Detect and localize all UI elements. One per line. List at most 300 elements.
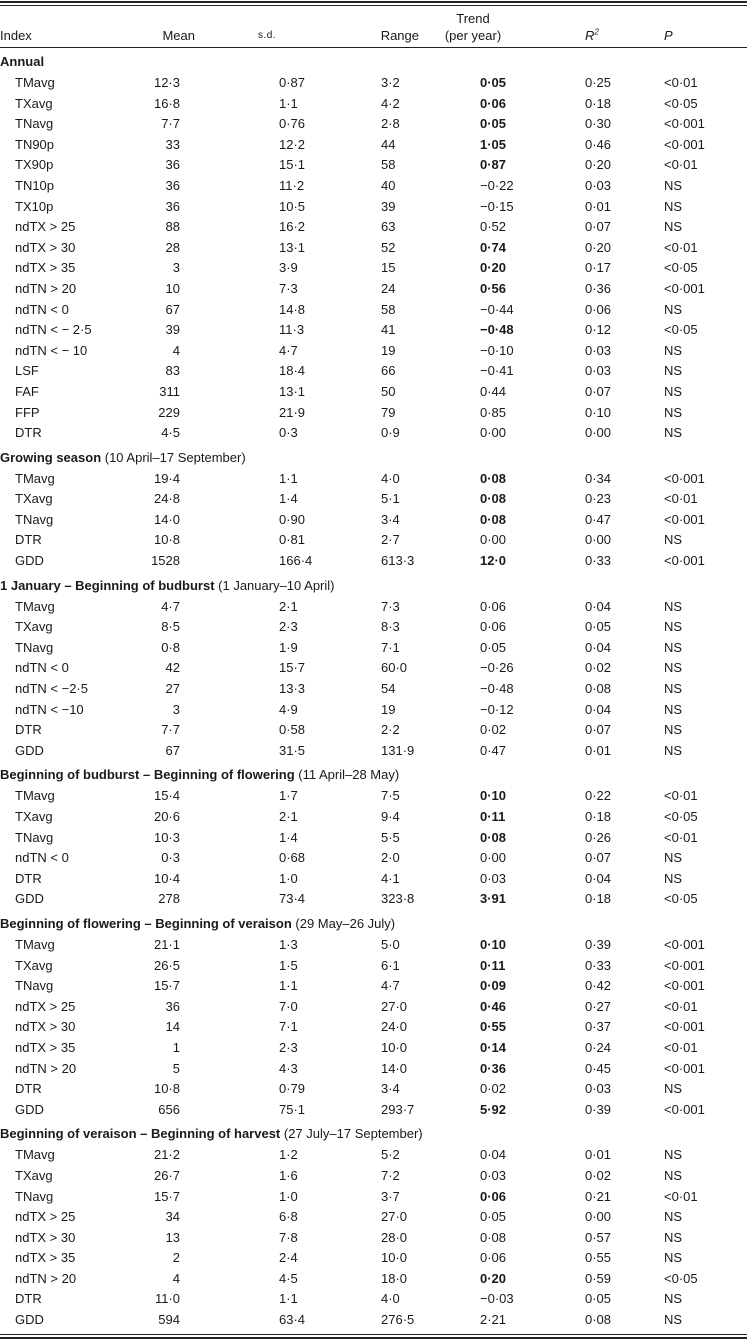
cell-r2: 0·04 xyxy=(585,701,612,717)
cell-sd: 31·5 xyxy=(279,742,306,758)
cell-index: LSF xyxy=(15,363,39,379)
header-trend-line2: (per year) xyxy=(419,27,527,48)
cell-p: NS xyxy=(664,1291,683,1307)
cell-range: 60·0 xyxy=(381,660,408,676)
cell-p: NS xyxy=(664,404,683,420)
cell-mean: 21·1 xyxy=(153,936,180,952)
cell-r2: 0·03 xyxy=(585,177,612,193)
header-index: Index xyxy=(0,27,148,48)
cell-sd: 0·58 xyxy=(279,722,306,738)
cell-range: 66 xyxy=(381,363,396,379)
table-row xyxy=(0,1017,747,1038)
cell-trend: 0·00 xyxy=(480,425,507,441)
section-header xyxy=(0,444,747,469)
cell-trend: 12·0 xyxy=(480,553,507,569)
cell-sd: 4·9 xyxy=(279,701,298,717)
cell-mean: 8·5 xyxy=(161,619,180,635)
cell-r2: 0·21 xyxy=(585,1188,612,1204)
table-row xyxy=(0,848,747,869)
cell-trend: 0·87 xyxy=(480,157,507,173)
cell-p: <0·01 xyxy=(664,829,698,845)
cell-index: TXavg xyxy=(15,809,53,824)
cell-trend: −0·22 xyxy=(480,177,514,193)
cell-range: 54 xyxy=(381,681,396,697)
cell-index: TXavg xyxy=(15,491,53,507)
cell-p: <0·05 xyxy=(664,809,698,824)
cell-range: 58 xyxy=(381,157,396,173)
cell-index: TN90p xyxy=(15,136,55,152)
cell-sd: 63·4 xyxy=(279,1312,306,1328)
table-row xyxy=(0,423,747,444)
cell-range: 79 xyxy=(381,404,396,420)
cell-r2: 0·05 xyxy=(585,1291,612,1307)
cell-r2: 0·39 xyxy=(585,1101,612,1117)
table-row xyxy=(0,217,747,238)
cell-r2: 0·02 xyxy=(585,660,612,676)
cell-range: 40 xyxy=(381,177,396,193)
table-row xyxy=(0,94,747,115)
cell-sd: 1·3 xyxy=(279,936,298,952)
cell-mean: 21·2 xyxy=(153,1147,180,1163)
cell-r2: 0·45 xyxy=(585,1060,612,1076)
cell-p: NS xyxy=(664,1229,683,1245)
cell-index: ndTN < − 10 xyxy=(15,342,88,358)
cell-r2: 0·55 xyxy=(585,1250,612,1266)
cell-r2: 0·39 xyxy=(585,936,612,952)
section-title: Beginning of flowering – Beginning of veraison xyxy=(0,915,292,931)
cell-range: 5·2 xyxy=(381,1147,400,1163)
cell-trend: −0·10 xyxy=(480,342,514,358)
table-row xyxy=(0,741,747,762)
cell-p: <0·001 xyxy=(664,1060,705,1076)
cell-range: 9·4 xyxy=(381,809,400,824)
section-title: 1 January – Beginning of budburst xyxy=(0,577,215,593)
table-row xyxy=(0,956,747,977)
section-date-range: (29 May–26 July) xyxy=(291,915,396,931)
cell-sd: 11·3 xyxy=(279,322,305,338)
cell-index: GDD xyxy=(15,742,44,758)
cell-range: 2·7 xyxy=(381,532,400,548)
cell-range: 14·0 xyxy=(381,1060,408,1076)
cell-sd: 15·1 xyxy=(279,157,306,173)
table-row xyxy=(0,935,747,956)
cell-mean: 83 xyxy=(165,363,180,379)
cell-range: 39 xyxy=(381,198,396,214)
cell-p: <0·001 xyxy=(664,116,705,132)
cell-mean: 4 xyxy=(172,342,180,358)
cell-range: 4·2 xyxy=(381,95,400,111)
cell-range: 18·0 xyxy=(381,1270,408,1286)
table-row xyxy=(0,1310,747,1331)
cell-p: NS xyxy=(664,219,683,235)
header-r2 xyxy=(527,27,636,48)
cell-index: ndTX > 25 xyxy=(15,1209,76,1225)
table-row xyxy=(0,258,747,279)
table-row xyxy=(0,638,747,659)
cell-range: 19 xyxy=(381,342,396,358)
cell-index: ndTX > 25 xyxy=(15,219,76,235)
cell-range: 293·7 xyxy=(381,1101,415,1117)
cell-mean: 16·8 xyxy=(153,95,180,111)
cell-sd: 2·1 xyxy=(279,598,298,614)
cell-sd: 75·1 xyxy=(279,1101,306,1117)
cell-range: 3·4 xyxy=(381,1081,400,1097)
cell-range: 27·0 xyxy=(381,1209,408,1225)
cell-mean: 67 xyxy=(165,742,180,758)
table-row xyxy=(0,1059,747,1080)
cell-index: TXavg xyxy=(15,1167,53,1183)
cell-index: ndTX > 30 xyxy=(15,1229,76,1245)
top-rule xyxy=(0,1,747,3)
cell-trend: −0·26 xyxy=(480,660,514,676)
cell-index: DTR xyxy=(15,1081,42,1097)
bottom-rule xyxy=(0,1337,747,1339)
header-range: Range xyxy=(326,27,419,48)
cell-mean: 26·5 xyxy=(153,957,180,973)
cell-trend: −0·48 xyxy=(480,681,514,697)
cell-sd: 13·1 xyxy=(279,239,306,255)
cell-mean: 39 xyxy=(165,322,180,338)
cell-sd: 13·1 xyxy=(279,383,306,399)
cell-sd: 1·5 xyxy=(279,957,298,973)
cell-range: 10·0 xyxy=(381,1039,408,1055)
cell-trend: −0·12 xyxy=(480,701,514,717)
cell-p: NS xyxy=(664,383,683,399)
cell-r2: 0·33 xyxy=(585,553,612,569)
cell-r2: 0·57 xyxy=(585,1229,612,1245)
cell-sd: 2·3 xyxy=(279,619,298,635)
cell-p: <0·05 xyxy=(664,891,698,907)
cell-index: ndTN < −2·5 xyxy=(15,681,88,697)
table-row xyxy=(0,889,747,910)
cell-range: 3·4 xyxy=(381,511,400,527)
cell-trend: −0·41 xyxy=(480,363,514,379)
cell-mean: 88 xyxy=(165,219,180,235)
table-row xyxy=(0,976,747,997)
cell-range: 2·2 xyxy=(381,722,400,738)
cell-range: 5·0 xyxy=(381,936,400,952)
table-header xyxy=(0,6,747,48)
cell-range: 41 xyxy=(381,322,396,338)
cell-index: DTR xyxy=(15,722,42,738)
cell-mean: 42 xyxy=(165,660,180,676)
cell-index: ndTN > 20 xyxy=(15,1060,77,1076)
cell-trend: 0·52 xyxy=(480,219,507,235)
cell-sd: 1·7 xyxy=(279,788,298,804)
cell-r2: 0·06 xyxy=(585,301,612,317)
cell-sd: 1·1 xyxy=(279,978,298,994)
cell-trend: 0·06 xyxy=(480,1250,507,1266)
cell-p: <0·01 xyxy=(664,75,698,90)
climate-index-table-container xyxy=(0,1,747,1339)
cell-p: NS xyxy=(664,1167,683,1183)
cell-trend: 0·20 xyxy=(480,1270,507,1286)
cell-index: TMavg xyxy=(15,598,55,614)
cell-index: TNavg xyxy=(15,1188,54,1204)
cell-index: GDD xyxy=(15,553,44,569)
cell-range: 27·0 xyxy=(381,998,408,1014)
cell-range: 7·3 xyxy=(381,598,400,614)
cell-r2: 0·37 xyxy=(585,1019,612,1035)
cell-mean: 656 xyxy=(158,1101,180,1117)
cell-sd: 1·0 xyxy=(279,870,298,886)
cell-trend: 0·05 xyxy=(480,639,507,655)
table-row xyxy=(0,786,747,807)
cell-trend: 0·11 xyxy=(480,809,506,824)
cell-trend: 0·44 xyxy=(480,383,507,399)
cell-p: NS xyxy=(664,532,683,548)
header-mean: Mean xyxy=(148,27,225,48)
cell-sd: 11·2 xyxy=(279,177,305,193)
cell-trend: 0·00 xyxy=(480,850,507,866)
cell-r2: 0·00 xyxy=(585,425,612,441)
cell-range: 613·3 xyxy=(381,553,415,569)
cell-p: NS xyxy=(664,342,683,358)
table-row xyxy=(0,869,747,890)
table-row xyxy=(0,300,747,321)
cell-index: TXavg xyxy=(15,957,53,973)
header-sd: s.d. xyxy=(225,27,326,48)
cell-p: NS xyxy=(664,870,683,886)
section-header xyxy=(0,910,747,935)
table-row xyxy=(0,1166,747,1187)
cell-mean: 3 xyxy=(172,260,180,276)
table-row xyxy=(0,720,747,741)
table-row xyxy=(0,1038,747,1059)
cell-mean: 4·7 xyxy=(161,598,180,614)
cell-trend: −0·15 xyxy=(480,198,514,214)
cell-index: TX90p xyxy=(15,157,54,173)
table-row xyxy=(0,700,747,721)
cell-p: NS xyxy=(664,701,683,717)
cell-mean: 4 xyxy=(172,1270,180,1286)
cell-p: <0·001 xyxy=(664,1101,705,1117)
cell-range: 4·1 xyxy=(381,870,400,886)
cell-r2: 0·36 xyxy=(585,280,612,296)
cell-sd: 1·1 xyxy=(279,470,298,486)
cell-mean: 20·6 xyxy=(153,809,180,824)
cell-p: NS xyxy=(664,1250,683,1266)
header-trend-line1: Trend xyxy=(456,11,490,26)
cell-mean: 7·7 xyxy=(161,116,180,132)
table-row xyxy=(0,1248,747,1269)
cell-sd: 10·5 xyxy=(279,198,306,214)
section-header xyxy=(0,1120,747,1145)
cell-trend: 0·02 xyxy=(480,722,507,738)
cell-r2: 0·04 xyxy=(585,639,612,655)
cell-r2: 0·00 xyxy=(585,532,612,548)
cell-index: ndTX > 35 xyxy=(15,260,76,276)
cell-range: 323·8 xyxy=(381,891,415,907)
cell-mean: 13 xyxy=(165,1229,180,1245)
cell-range: 10·0 xyxy=(381,1250,408,1266)
cell-r2: 0·33 xyxy=(585,957,612,973)
cell-sd: 0·68 xyxy=(279,850,306,866)
cell-trend: 0·20 xyxy=(480,260,507,276)
cell-range: 24 xyxy=(381,280,396,296)
cell-mean: 10·3 xyxy=(153,829,180,845)
cell-r2: 0·59 xyxy=(585,1270,612,1286)
cell-sd: 73·4 xyxy=(279,891,306,907)
header-r2-superscript: 2 xyxy=(594,27,599,37)
cell-mean: 67 xyxy=(165,301,180,317)
cell-r2: 0·18 xyxy=(585,809,612,824)
cell-r2: 0·47 xyxy=(585,511,612,527)
cell-r2: 0·34 xyxy=(585,470,612,486)
cell-sd: 7·3 xyxy=(279,280,298,296)
cell-index: TNavg xyxy=(15,116,54,132)
cell-r2: 0·00 xyxy=(585,1209,612,1225)
cell-p: <0·001 xyxy=(664,957,705,973)
cell-p: NS xyxy=(664,1312,683,1328)
cell-mean: 36 xyxy=(165,198,180,214)
cell-index: ndTX > 30 xyxy=(15,239,76,255)
cell-trend: −0·44 xyxy=(480,301,514,317)
cell-mean: 311 xyxy=(159,383,180,399)
cell-r2: 0·42 xyxy=(585,978,612,994)
cell-sd: 1·6 xyxy=(279,1167,298,1183)
cell-p: <0·01 xyxy=(664,491,698,507)
cell-range: 3·7 xyxy=(381,1188,400,1204)
cell-trend: 0·05 xyxy=(480,116,507,132)
table-row xyxy=(0,617,747,638)
cell-r2: 0·01 xyxy=(585,742,612,758)
cell-r2: 0·01 xyxy=(585,198,612,214)
cell-r2: 0·23 xyxy=(585,491,612,507)
cell-index: TNavg xyxy=(15,639,54,655)
table-row xyxy=(0,238,747,259)
header-p: P xyxy=(636,27,747,48)
cell-mean: 36 xyxy=(165,177,180,193)
cell-trend: 0·08 xyxy=(480,491,507,507)
header-r2-label: R xyxy=(585,28,595,43)
cell-mean: 11·0 xyxy=(154,1291,180,1307)
section-header xyxy=(0,572,747,597)
cell-trend: 0·14 xyxy=(480,1039,507,1055)
cell-trend: 2·21 xyxy=(480,1312,507,1328)
cell-range: 4·0 xyxy=(381,470,400,486)
table-row xyxy=(0,597,747,618)
cell-r2: 0·07 xyxy=(585,722,612,738)
cell-index: TMavg xyxy=(15,75,55,90)
cell-sd: 14·8 xyxy=(279,301,306,317)
cell-trend: 0·09 xyxy=(480,978,507,994)
cell-sd: 1·0 xyxy=(279,1188,298,1204)
cell-trend: 0·55 xyxy=(480,1019,507,1035)
section-header-row xyxy=(0,1120,747,1145)
cell-trend: 0·08 xyxy=(480,511,507,527)
table-row xyxy=(0,828,747,849)
cell-p: <0·01 xyxy=(664,239,698,255)
cell-p: <0·05 xyxy=(664,322,698,338)
cell-sd: 0·3 xyxy=(279,425,298,441)
cell-p: <0·001 xyxy=(664,470,705,486)
cell-r2: 0·17 xyxy=(585,260,612,276)
cell-sd: 6·8 xyxy=(279,1209,298,1225)
cell-range: 19 xyxy=(381,701,396,717)
cell-p: <0·05 xyxy=(664,1270,698,1286)
table-row xyxy=(0,1228,747,1249)
cell-mean: 5 xyxy=(172,1060,180,1076)
cell-trend: 0·04 xyxy=(480,1147,507,1163)
table-row xyxy=(0,469,747,490)
cell-sd: 4·7 xyxy=(279,342,298,358)
table-row xyxy=(0,1207,747,1228)
cell-mean: 3 xyxy=(172,701,180,717)
cell-r2: 0·25 xyxy=(585,75,612,90)
cell-r2: 0·24 xyxy=(585,1039,612,1055)
cell-p: NS xyxy=(664,177,683,193)
cell-mean: 4·5 xyxy=(161,425,180,441)
cell-r2: 0·03 xyxy=(585,342,612,358)
cell-trend: 5·92 xyxy=(480,1101,507,1117)
cell-r2: 0·18 xyxy=(585,95,612,111)
cell-r2: 0·07 xyxy=(585,850,612,866)
cell-sd: 1·2 xyxy=(279,1147,298,1163)
cell-r2: 0·04 xyxy=(585,598,612,614)
table-row xyxy=(0,114,747,135)
cell-trend: 0·02 xyxy=(480,1081,507,1097)
cell-p: NS xyxy=(664,639,683,655)
cell-range: 5·5 xyxy=(381,829,400,845)
table-row xyxy=(0,1079,747,1100)
cell-r2: 0·20 xyxy=(585,157,612,173)
cell-p: <0·001 xyxy=(664,511,705,527)
cell-trend: 0·47 xyxy=(480,742,507,758)
cell-sd: 7·8 xyxy=(279,1229,298,1245)
cell-p: <0·05 xyxy=(664,95,698,111)
cell-sd: 7·1 xyxy=(279,1019,298,1035)
cell-mean: 15·7 xyxy=(153,1188,180,1204)
cell-sd: 0·87 xyxy=(279,75,306,90)
cell-mean: 1 xyxy=(172,1039,180,1055)
cell-p: NS xyxy=(664,598,683,614)
cell-p: NS xyxy=(664,425,683,441)
cell-r2: 0·03 xyxy=(585,1081,612,1097)
cell-mean: 2 xyxy=(172,1250,180,1266)
table-row xyxy=(0,176,747,197)
cell-r2: 0·12 xyxy=(585,322,612,338)
cell-mean: 1528 xyxy=(151,553,180,569)
section-header xyxy=(0,761,747,786)
table-row xyxy=(0,320,747,341)
table-row xyxy=(0,382,747,403)
cell-index: GDD xyxy=(15,891,44,907)
cell-mean: 10·8 xyxy=(153,532,180,548)
cell-sd: 4·3 xyxy=(279,1060,298,1076)
cell-index: TNavg xyxy=(15,978,54,994)
cell-index: DTR xyxy=(15,425,42,441)
cell-p: <0·001 xyxy=(664,136,705,152)
cell-trend: 0·06 xyxy=(480,598,507,614)
cell-sd: 4·5 xyxy=(279,1270,298,1286)
cell-trend: 0·05 xyxy=(480,75,507,90)
cell-trend: 0·03 xyxy=(480,1167,507,1183)
section-date-range: (11 April–28 May) xyxy=(294,767,400,783)
cell-index: TNavg xyxy=(15,829,54,845)
table-row xyxy=(0,1269,747,1290)
table-row xyxy=(0,679,747,700)
cell-index: ndTN < 0 xyxy=(15,660,69,676)
cell-index: DTR xyxy=(15,532,42,548)
cell-range: 50 xyxy=(381,383,396,399)
cell-sd: 3·9 xyxy=(279,260,298,276)
cell-r2: 0·08 xyxy=(585,1312,612,1328)
cell-sd: 1·9 xyxy=(279,639,298,655)
section-date-range: (27 July–17 September) xyxy=(280,1126,423,1142)
cell-range: 4·0 xyxy=(381,1291,400,1307)
cell-mean: 10 xyxy=(165,280,180,296)
